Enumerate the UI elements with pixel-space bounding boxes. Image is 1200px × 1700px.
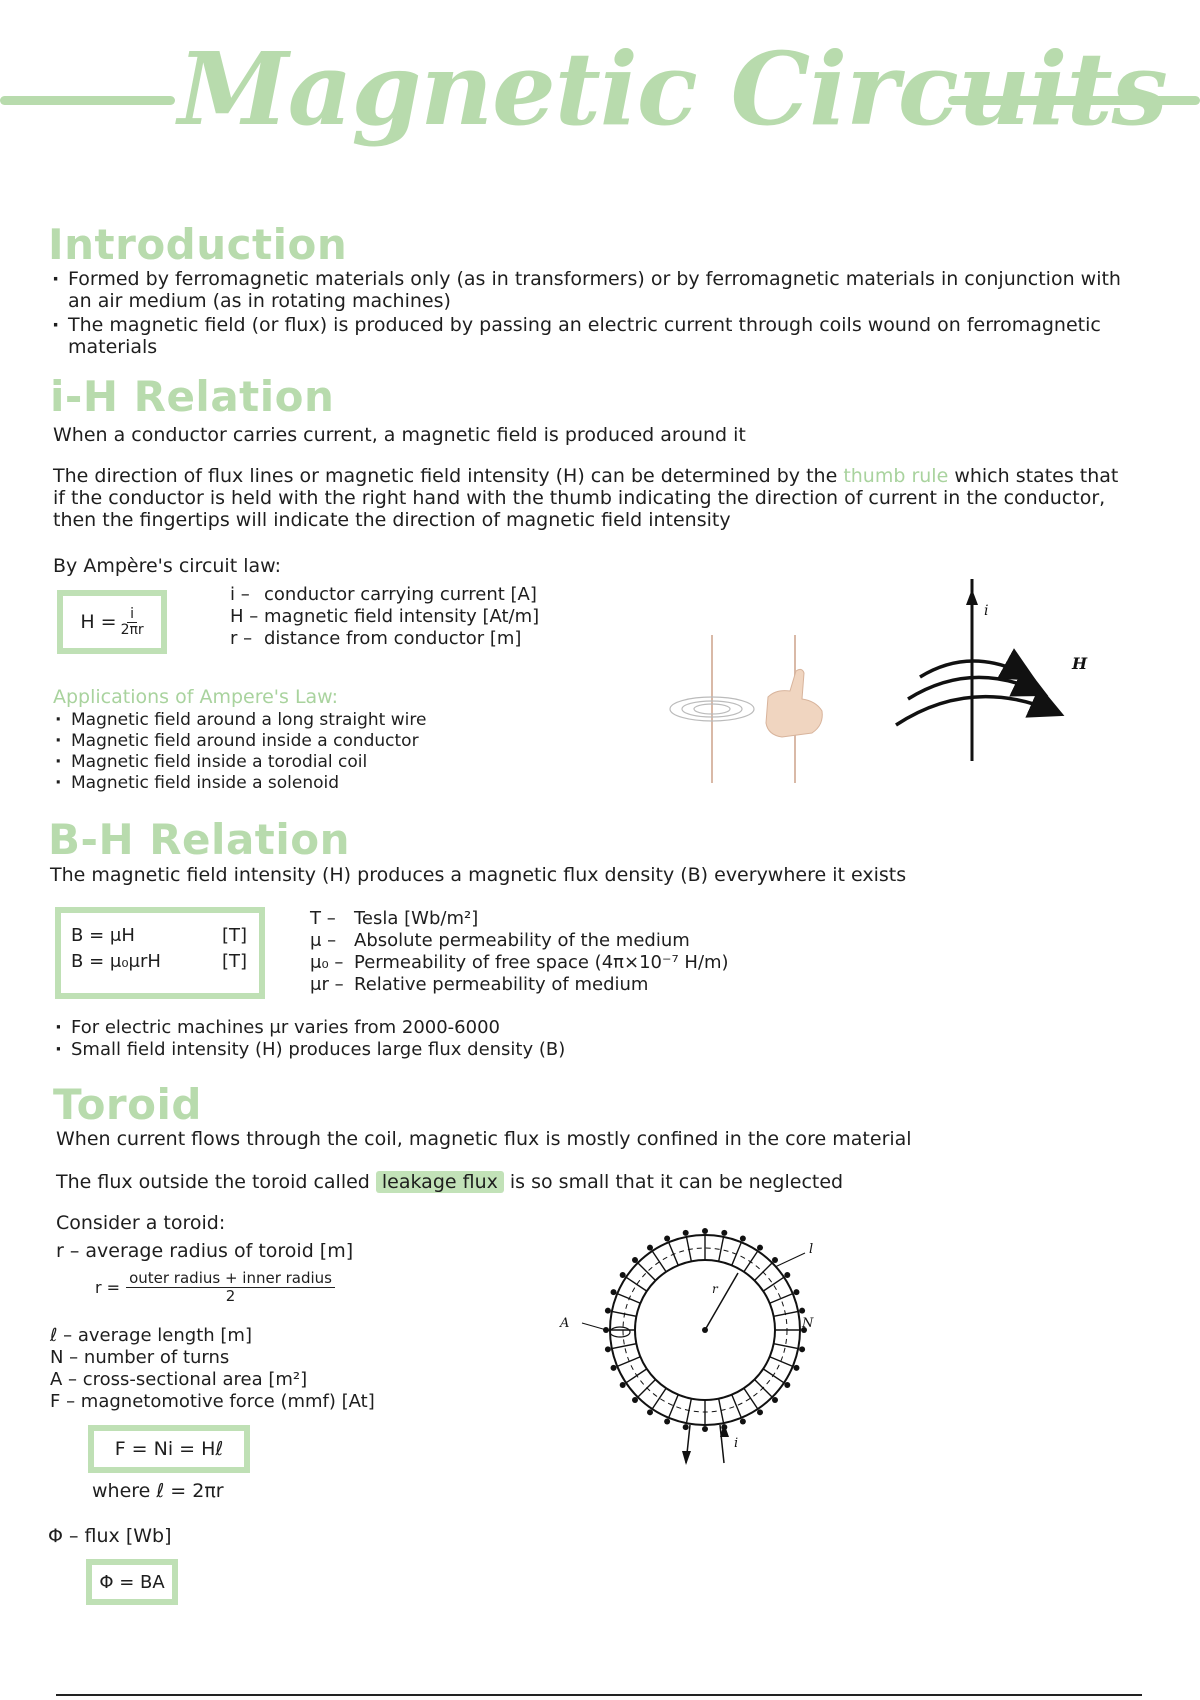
bh-heading: B-H Relation (48, 815, 351, 864)
winding-dot (647, 1409, 653, 1415)
radius-equation (95, 1270, 335, 1305)
bh-formula-unit: [T] (221, 925, 247, 946)
winding-dot (772, 1397, 778, 1403)
ampere-law-line: By Ampère's circuit law: (53, 555, 282, 577)
winding-turn (744, 1251, 758, 1272)
winding-dot (740, 1236, 746, 1242)
winding-dot (620, 1272, 626, 1278)
bh-vars (310, 908, 729, 996)
ih-para-after: which states that if the conductor is held with the right hand with the thumb indicating the direction of current in the conductor, then the fingertips will indicate the direction of magnetic field intensity (53, 465, 1119, 531)
title-rule-left (0, 96, 175, 105)
winding-dot (740, 1418, 746, 1424)
bh-var-row (310, 952, 729, 974)
area-leader (582, 1323, 610, 1331)
var-desc: Tesla [Wb/m²] (354, 908, 479, 929)
bh-formula-unit: [T] (221, 951, 247, 972)
lead-arrow-icon (682, 1451, 691, 1465)
winding-dot (772, 1257, 778, 1263)
winding-dot (664, 1236, 670, 1242)
winding-dot (757, 1245, 763, 1251)
var-desc: Absolute permeability of the medium (354, 930, 690, 951)
winding-dot (799, 1308, 805, 1314)
ih-heading: i-H Relation (50, 372, 335, 421)
winding-turn (732, 1242, 742, 1265)
application-item: · Magnetic field around a long straight wire (53, 710, 533, 731)
winding-dot (605, 1308, 611, 1314)
radius-line (705, 1273, 738, 1330)
bh-bullet: · For electric machines μr varies from 2000-6000 (53, 1017, 953, 1039)
radius-label: r (712, 1282, 718, 1296)
winding-dot (632, 1397, 638, 1403)
bh-bullets (53, 1017, 953, 1061)
ih-line1: When a conductor carries current, a magnetic field is produced around it (53, 424, 746, 446)
application-item: · Magnetic field inside a torodial coil (53, 752, 533, 773)
thumb-rule-figure (660, 635, 860, 785)
current-label: i (734, 1436, 739, 1451)
winding-turn (669, 1242, 679, 1265)
winding-dot (632, 1257, 638, 1263)
flux-definition: Φ – flux [Wb] (48, 1525, 172, 1547)
intro-bullets (50, 268, 1130, 358)
current-arrow-icon (966, 589, 978, 605)
var-desc: conductor carrying current [A] (264, 584, 537, 605)
winding-turn (744, 1388, 758, 1409)
applications-list (53, 710, 533, 794)
winding-dot (702, 1426, 708, 1432)
winding-dot (721, 1230, 727, 1236)
winding-dot (605, 1346, 611, 1352)
length-where: where ℓ = 2πr (92, 1480, 224, 1502)
bh-var-row (310, 908, 729, 930)
toroid-figure (550, 1215, 850, 1470)
winding-turn (669, 1395, 679, 1418)
var-sym: T – (310, 908, 336, 929)
radius-eq-lhs: r = (95, 1278, 121, 1297)
winding-dot (683, 1424, 689, 1430)
applications-heading: Applications of Ampere's Law: (53, 686, 339, 708)
toroid-var: N – number of turns (50, 1347, 230, 1368)
field-line (896, 697, 1058, 725)
thumb-rule-text: thumb rule (843, 465, 949, 487)
winding-dot (647, 1245, 653, 1251)
mmf-formula: F = Ni = Hℓ (114, 1438, 224, 1460)
radius-eq-num: outer radius + inner radius (126, 1270, 335, 1288)
area-label: A (560, 1316, 570, 1331)
lead-arrow-icon (720, 1423, 729, 1437)
winding-turn (652, 1251, 666, 1272)
turns-label: N (802, 1316, 814, 1331)
page-title: Magnetic Circuits (178, 30, 1167, 148)
field-label: H (1072, 654, 1088, 673)
radius-eq-den: 2 (225, 1287, 236, 1305)
ampere-formula-fraction (121, 607, 144, 638)
toroid-line2-after: is so small that it can be neglected (503, 1171, 844, 1193)
winding-turn (763, 1369, 784, 1383)
winding-turn (763, 1277, 784, 1291)
bh-line1: The magnetic field intensity (H) produces a magnetic flux density (B) everywhere it exists (50, 864, 907, 886)
hand-shape (766, 669, 822, 737)
toroid-var: A – cross-sectional area [m²] (50, 1369, 308, 1390)
winding-turn (754, 1379, 772, 1397)
winding-turn (732, 1395, 742, 1418)
ih-paragraph (53, 465, 1133, 531)
cross-section (610, 1327, 630, 1337)
bh-formula-row (61, 949, 259, 975)
mmf-formula-box (88, 1425, 250, 1473)
radius-definition: r – average radius of toroid [m] (56, 1240, 354, 1262)
winding-dot (784, 1382, 790, 1388)
winding-turn (617, 1294, 640, 1304)
ih-para-before: The direction of flux lines or magnetic field intensity (H) can be determined by the (53, 465, 844, 487)
field-line (920, 661, 1030, 677)
toroid-var: F – magnetomotive force (mmf) [At] (50, 1391, 375, 1412)
ampere-formula-num: i (127, 607, 137, 623)
toroid-line1: When current flows through the coil, magnetic flux is mostly confined in the core material (56, 1128, 912, 1150)
var-sym: μr – (310, 974, 344, 995)
ampere-formula-box (57, 590, 167, 654)
winding-turn (774, 1344, 799, 1349)
bh-formula-eq: B = μH (71, 925, 135, 946)
radius-eq-fraction (126, 1270, 335, 1305)
bh-formula-eq: B = μ₀μrH (71, 951, 161, 972)
var-desc: Relative permeability of medium (354, 974, 649, 995)
winding-dot (757, 1409, 763, 1415)
toroid-heading: Toroid (53, 1080, 202, 1129)
winding-turn (770, 1294, 793, 1304)
leakage-flux-highlight: leakage flux (376, 1171, 504, 1193)
bh-bullet: · Small field intensity (H) produces large flux density (B) (53, 1039, 953, 1061)
flux-formula: Φ = BA (99, 1571, 165, 1593)
length-leader (775, 1253, 805, 1267)
var-sym: r – (230, 628, 253, 649)
winding-dot (664, 1418, 670, 1424)
current-label: i (984, 603, 989, 619)
winding-turn (626, 1277, 647, 1291)
consider-toroid: Consider a toroid: (56, 1212, 226, 1234)
bh-var-row (310, 974, 729, 996)
winding-dot (799, 1346, 805, 1352)
winding-turn (626, 1369, 647, 1383)
bh-formula-box (55, 907, 265, 999)
winding-turn (612, 1344, 637, 1349)
flux-formula-box (86, 1559, 178, 1605)
winding-dot (611, 1289, 617, 1295)
intro-bullet-2: · The magnetic field (or flux) is produced by passing an electric current through coils wound on ferromagnetic materials (50, 314, 1130, 358)
intro-heading: Introduction (48, 220, 348, 269)
var-sym: H – (230, 606, 259, 627)
intro-bullet-1: · Formed by ferromagnetic materials only (as in transformers) or by ferromagnetic materials in conjunction with an air medium (as in rotating machines) (50, 268, 1130, 312)
toroid-line2-before: The flux outside the toroid called (56, 1171, 376, 1193)
winding-dot (793, 1365, 799, 1371)
var-sym: μ₀ – (310, 952, 344, 973)
winding-turn (652, 1388, 666, 1409)
winding-turn (617, 1357, 640, 1367)
application-item: · Magnetic field inside a solenoid (53, 773, 533, 794)
winding-dot (620, 1382, 626, 1388)
winding-turn (638, 1379, 656, 1397)
winding-turn (686, 1399, 691, 1424)
ampere-formula-den: 2πr (120, 621, 144, 638)
field-lines-figure (880, 575, 1100, 765)
bottom-rule (56, 1694, 1142, 1696)
bh-var-row (310, 930, 729, 952)
var-desc: distance from conductor [m] (264, 628, 522, 649)
winding-dot (793, 1289, 799, 1295)
winding-turn (754, 1263, 772, 1281)
winding-turn (770, 1357, 793, 1367)
toroid-vars (50, 1325, 375, 1413)
var-desc: Permeability of free space (4π×10⁻⁷ H/m) (354, 952, 729, 973)
winding-dot (784, 1272, 790, 1278)
var-sym: i – (230, 584, 250, 605)
var-desc: magnetic field intensity [At/m] (264, 606, 540, 627)
winding-turn (638, 1263, 656, 1281)
winding-turn (719, 1399, 724, 1424)
toroid-line2 (56, 1171, 843, 1193)
ampere-formula-lhs: H = (80, 611, 117, 633)
application-item: · Magnetic field around inside a conductor (53, 731, 533, 752)
winding-dot (702, 1228, 708, 1234)
length-label: l (809, 1242, 814, 1257)
ampere-var-row (230, 628, 539, 650)
center-dot (702, 1327, 708, 1333)
toroid-var: ℓ – average length [m] (50, 1325, 252, 1346)
bh-formula-row (61, 913, 259, 949)
winding-dot (683, 1230, 689, 1236)
winding-dot (611, 1365, 617, 1371)
ampere-var-row (230, 606, 539, 628)
var-sym: μ – (310, 930, 337, 951)
ampere-var-row (230, 584, 539, 606)
ampere-vars (230, 584, 539, 650)
